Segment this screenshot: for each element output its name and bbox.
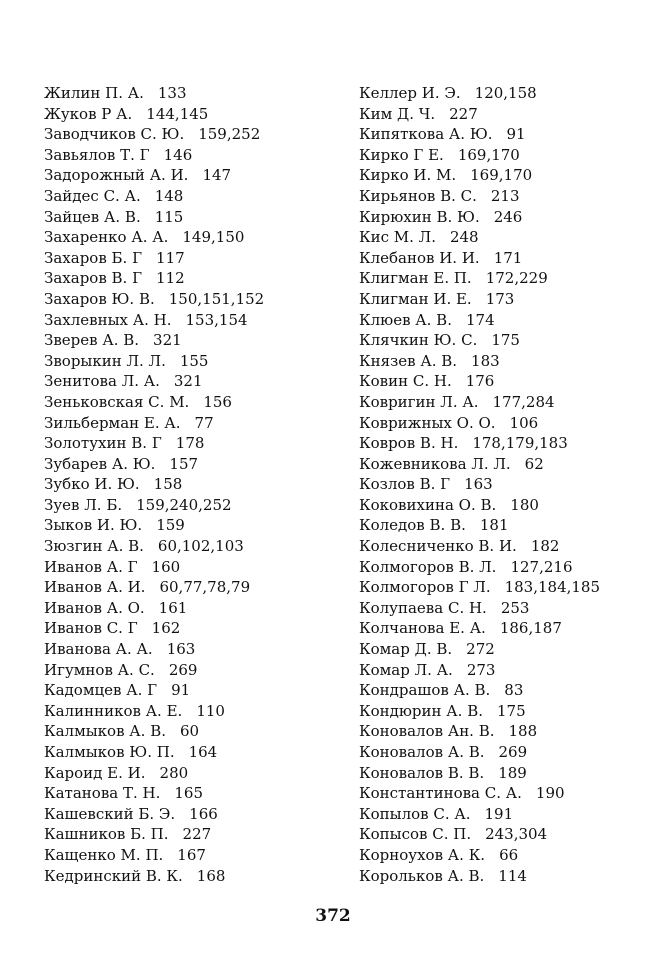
author-name: Катанова Т. Н.	[44, 784, 161, 803]
page-references: 272	[466, 640, 495, 659]
author-name: Захаров Б. Г	[44, 248, 143, 267]
author-name: Захаренко А. А.	[44, 228, 169, 247]
page-references: 273	[466, 660, 496, 679]
author-name: Ковин С. Н.	[359, 372, 452, 391]
author-name: Калинников А. Е.	[44, 701, 183, 720]
author-name: Кедринский В. К.	[44, 866, 183, 885]
index-entry	[44, 413, 334, 434]
index-entry	[359, 536, 659, 557]
index-column-left	[44, 83, 334, 886]
index-entry	[359, 433, 659, 454]
page-references: 66	[499, 845, 519, 864]
page-references: 159,240,252	[136, 495, 232, 514]
index-entry	[44, 351, 334, 372]
page-references: 117	[156, 248, 185, 267]
index-entry	[359, 248, 659, 269]
page-references: 169,170	[470, 166, 533, 185]
page-references: 227	[449, 104, 478, 123]
index-entry	[44, 165, 334, 186]
index-entry	[359, 783, 659, 804]
index-entry	[44, 248, 334, 269]
index-entry	[44, 577, 334, 598]
index-entry	[359, 701, 659, 722]
author-name: Ким Д. Ч.	[359, 104, 436, 123]
author-name: Зубарев А. Ю.	[44, 454, 156, 473]
index-entry	[359, 618, 659, 639]
index-entry	[359, 515, 659, 536]
page-references: 60,102,103	[157, 537, 244, 556]
page-references: 147	[202, 166, 232, 185]
index-entry	[44, 866, 334, 887]
author-name: Комар Л. А.	[359, 660, 453, 679]
index-entry	[359, 310, 659, 331]
index-entry	[359, 557, 659, 578]
index-entry	[359, 413, 659, 434]
page-references: 172,229	[485, 269, 548, 288]
author-name: Кондрашов А. В.	[359, 681, 491, 700]
author-name: Кащенко М. П.	[44, 845, 164, 864]
page-references: 213	[490, 186, 520, 205]
page-references: 183	[471, 351, 500, 370]
page-references: 83	[504, 681, 524, 700]
author-name: Захаров Ю. В.	[44, 289, 155, 308]
index-entry	[359, 845, 659, 866]
author-name: Клебанов И. И.	[359, 248, 480, 267]
index-entry	[359, 660, 659, 681]
author-name: Корноухов А. К.	[359, 845, 486, 864]
author-name: Зверев А. В.	[44, 331, 140, 350]
author-name: Колупаева С. Н.	[359, 598, 487, 617]
page-references: 321	[173, 372, 203, 391]
page-references: 269	[168, 660, 198, 679]
index-entry	[44, 145, 334, 166]
page-references: 161	[158, 598, 188, 617]
author-name: Клигман И. Е.	[359, 289, 472, 308]
index-entry	[359, 289, 659, 310]
author-name: Кашевский Б. Э.	[44, 804, 176, 823]
author-name: Кирюхин В. Ю.	[359, 207, 480, 226]
page-references: 189	[498, 763, 527, 782]
page-references: 159	[156, 516, 185, 535]
index-entry	[359, 351, 659, 372]
author-name: Зворыкин Л. Л.	[44, 351, 166, 370]
index-entry	[44, 330, 334, 351]
page-references: 165	[174, 784, 204, 803]
index-entry	[359, 742, 659, 763]
index-entry	[44, 845, 334, 866]
page-references: 155	[179, 351, 209, 370]
index-entry	[44, 515, 334, 536]
page-references: 269	[498, 743, 528, 761]
page-references: 110	[196, 701, 225, 720]
author-name: Зубко И. Ю.	[44, 475, 140, 494]
index-entry	[44, 433, 334, 454]
author-name: Клигман Е. П.	[359, 269, 472, 288]
page-references: 150,151,152	[168, 289, 265, 308]
page-references: 120,158	[474, 84, 537, 102]
author-name: Клюев А. В.	[359, 310, 452, 329]
page-references: 175	[496, 701, 526, 720]
page-references: 153,154	[185, 310, 248, 329]
page-references: 60	[180, 722, 200, 741]
author-name: Жилин П. А.	[44, 84, 144, 102]
page-references: 173	[485, 289, 515, 308]
index-entry	[44, 721, 334, 742]
index-entry	[44, 701, 334, 722]
index-entry	[44, 824, 334, 845]
index-entry	[44, 104, 334, 125]
index-entry	[44, 310, 334, 331]
author-name: Кондюрин А. В.	[359, 701, 483, 720]
index-entry	[44, 783, 334, 804]
page-references: 148	[154, 186, 184, 205]
index-entry	[359, 866, 659, 887]
author-name: Зильберман Е. А.	[44, 413, 181, 432]
index-entry	[44, 186, 334, 207]
author-name: Кожевникова Л. Л.	[359, 454, 511, 473]
page-references: 156	[203, 392, 232, 411]
page-references: 91	[171, 681, 191, 700]
page-references: 164	[188, 743, 218, 761]
author-name: Колмогоров Г Л.	[359, 578, 491, 597]
author-name: Колчанова Е. А.	[359, 619, 486, 638]
index-entry	[359, 495, 659, 516]
author-name: Кис М. Л.	[359, 228, 436, 247]
author-name: Ковригин Л. А.	[359, 392, 479, 411]
author-name: Захаров В. Г	[44, 269, 143, 288]
author-name: Зеньковская С. М.	[44, 392, 190, 411]
author-name: Кадомцев А. Г	[44, 681, 158, 700]
author-name: Копысов С. П.	[359, 825, 472, 844]
page-references: 171	[493, 248, 523, 267]
page-references: 112	[156, 269, 185, 288]
page-references: 146	[163, 145, 193, 164]
page-references: 186,187	[499, 619, 562, 638]
index-entry	[44, 536, 334, 557]
index-entry	[359, 330, 659, 351]
author-name: Кирко Г Е.	[359, 145, 444, 164]
index-entry	[359, 83, 659, 104]
index-entry	[359, 824, 659, 845]
page-references: 62	[524, 454, 544, 473]
index-entry	[44, 268, 334, 289]
author-name: Калмыков А. В.	[44, 722, 166, 741]
index-entry	[359, 577, 659, 598]
author-name: Кашников Б. П.	[44, 825, 169, 844]
author-name: Кирко И. М.	[359, 166, 457, 185]
author-name: Зуев Л. Б.	[44, 495, 123, 514]
author-name: Константинова С. А.	[359, 784, 522, 803]
author-name: Клячкин Ю. С.	[359, 331, 478, 350]
index-entry	[44, 598, 334, 619]
page-references: 169,170	[457, 145, 520, 164]
index-entry	[44, 495, 334, 516]
index-entry	[359, 763, 659, 784]
author-name: Жуков Р А.	[44, 104, 133, 123]
page-references: 191	[484, 804, 514, 823]
author-name: Коледов В. В.	[359, 516, 466, 535]
index-entry	[44, 454, 334, 475]
author-name: Кирьянов В. С.	[359, 186, 477, 205]
index-entry	[44, 124, 334, 145]
index-entry	[44, 639, 334, 660]
page-references: 162	[151, 619, 181, 638]
page-references: 167	[177, 845, 206, 864]
index-entry	[44, 804, 334, 825]
author-name: Иванов С. Г	[44, 619, 138, 638]
page-references: 180	[510, 495, 539, 514]
page-references: 176	[465, 372, 495, 391]
page-references: 188	[508, 722, 538, 741]
index-entry	[44, 742, 334, 763]
author-name: Зенитова Л. А.	[44, 372, 160, 391]
author-name: Заводчиков С. Ю.	[44, 125, 185, 144]
page-references: 159,252	[198, 125, 261, 144]
author-name: Задорожный А. И.	[44, 166, 189, 185]
author-name: Коновалов Ан. В.	[359, 722, 495, 741]
author-name: Калмыков Ю. П.	[44, 743, 175, 761]
page-references: 144,145	[146, 104, 209, 123]
author-name: Игумнов А. С.	[44, 660, 155, 679]
index-entry	[44, 680, 334, 701]
index-entry	[359, 721, 659, 742]
index-entry	[44, 763, 334, 784]
page-references: 149,150	[182, 228, 245, 247]
index-entry	[359, 474, 659, 495]
index-entry	[44, 392, 334, 413]
author-name: Коновалов В. В.	[359, 763, 485, 782]
index-entry	[359, 804, 659, 825]
author-name: Захлевных А. Н.	[44, 310, 172, 329]
index-entry	[359, 145, 659, 166]
page-references: 115	[154, 207, 184, 226]
index-entry	[44, 474, 334, 495]
author-name: Иванов А. О.	[44, 598, 145, 617]
author-name: Завьялов Т. Г	[44, 145, 150, 164]
index-column-right	[359, 83, 659, 886]
author-name: Иванов А. И.	[44, 578, 146, 597]
index-entry	[44, 371, 334, 392]
page-references: 77	[194, 413, 214, 432]
author-name: Колесниченко В. И.	[359, 537, 517, 556]
index-entry	[359, 371, 659, 392]
index-entry	[359, 454, 659, 475]
index-entry	[359, 268, 659, 289]
index-entry	[359, 680, 659, 701]
index-entry	[359, 227, 659, 248]
index-entry	[44, 83, 334, 104]
author-name: Ковров В. Н.	[359, 434, 459, 453]
author-name: Кипяткова А. Ю.	[359, 125, 493, 144]
index-entry	[359, 104, 659, 125]
index-entry	[44, 289, 334, 310]
page-references: 181	[479, 516, 509, 535]
author-name: Золотухин В. Г	[44, 434, 162, 453]
index-entry	[359, 598, 659, 619]
page-references: 174	[465, 310, 495, 329]
page-references: 246	[493, 207, 523, 226]
page-references: 253	[500, 598, 530, 617]
page-references: 190	[535, 784, 565, 803]
page-references: 178,179,183	[472, 434, 568, 453]
page-references: 91	[506, 125, 526, 144]
author-name: Зайцев А. В.	[44, 207, 141, 226]
page-references: 163	[166, 640, 196, 659]
page-references: 182	[530, 537, 560, 556]
author-name: Зюзгин А. В.	[44, 537, 144, 556]
page-references: 166	[189, 804, 218, 823]
page-references: 60,77,78,79	[159, 578, 251, 597]
author-name: Князев А. В.	[359, 351, 458, 370]
author-name: Иванова А. А.	[44, 640, 153, 659]
author-name: Зайдес С. А.	[44, 186, 141, 205]
author-name: Комар Д. В.	[359, 640, 453, 659]
page-references: 248	[449, 228, 479, 247]
page-references: 280	[159, 763, 189, 782]
index-entry	[359, 186, 659, 207]
index-entry	[44, 227, 334, 248]
author-name: Зыков И. Ю.	[44, 516, 143, 535]
page-references: 177,284	[492, 392, 555, 411]
page-references: 168	[196, 866, 226, 885]
page-references: 183,184,185	[504, 578, 601, 597]
index-entry	[359, 639, 659, 660]
page-number: 372	[315, 906, 351, 926]
page-references: 114	[498, 866, 527, 885]
index-entry	[359, 165, 659, 186]
page-references: 106	[509, 413, 539, 432]
author-name: Корольков А. В.	[359, 866, 485, 885]
author-name: Коновалов А. В.	[359, 743, 485, 761]
author-name: Колмогоров В. Л.	[359, 557, 497, 576]
index-entry	[359, 124, 659, 145]
page-references: 158	[153, 475, 183, 494]
page-references: 163	[464, 475, 493, 494]
page-references: 321	[153, 331, 182, 350]
page-references: 127,216	[510, 557, 573, 576]
page-references: 178	[175, 434, 205, 453]
author-name: Коковихина О. В.	[359, 495, 497, 514]
page-references: 133	[157, 84, 187, 102]
index-entry	[44, 660, 334, 681]
page-references: 160	[151, 557, 181, 576]
index-entry	[359, 392, 659, 413]
author-name: Кароид Е. И.	[44, 763, 146, 782]
author-name: Копылов С. А.	[359, 804, 471, 823]
page-references: 175	[491, 331, 520, 350]
index-entry	[44, 557, 334, 578]
author-name: Келлер И. Э.	[359, 84, 461, 102]
page-references: 227	[182, 825, 212, 844]
author-name: Козлов В. Г	[359, 475, 451, 494]
index-entry	[44, 207, 334, 228]
page-references: 243,304	[485, 825, 548, 844]
page-references: 157	[169, 454, 199, 473]
index-entry	[359, 207, 659, 228]
author-name: Коврижных О. О.	[359, 413, 496, 432]
index-entry	[44, 618, 334, 639]
author-name: Иванов А. Г	[44, 557, 138, 576]
